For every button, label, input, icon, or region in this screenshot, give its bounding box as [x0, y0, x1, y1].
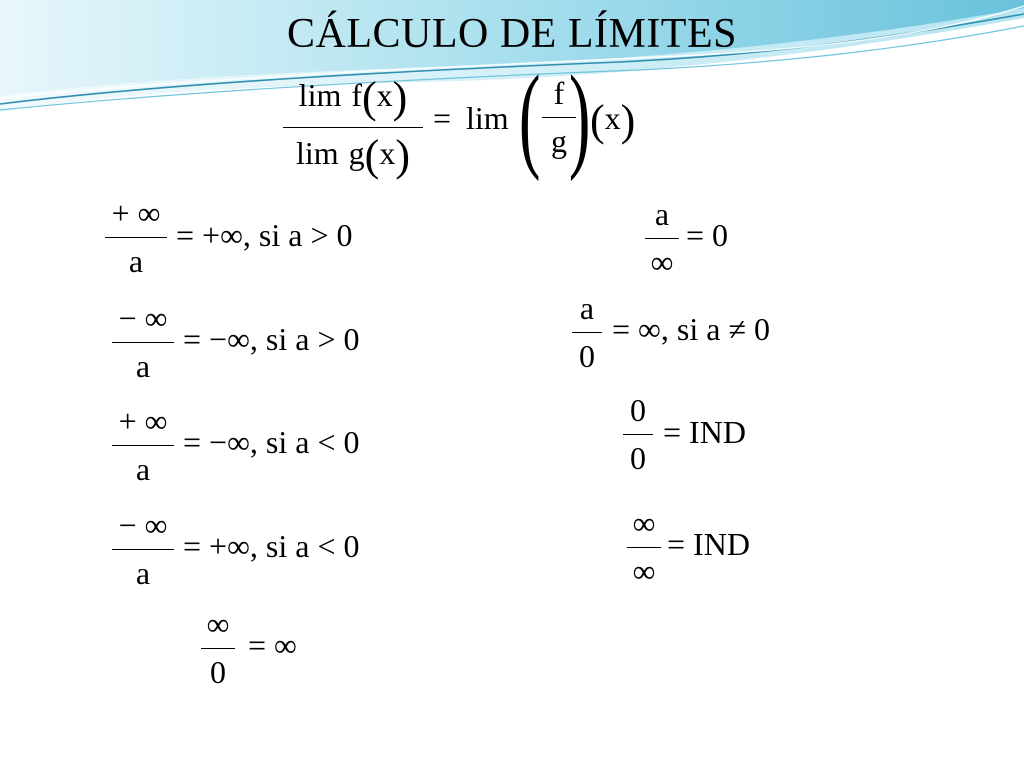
left-rule-4 — [112, 508, 174, 590]
header-lhs-fraction — [283, 73, 423, 180]
left-rule-1 — [105, 196, 167, 278]
rule-numerator: ∞ — [206, 606, 230, 642]
slide-title: CÁLCULO DE LÍMITES — [287, 11, 737, 57]
right-rule-3-rhs: = IND — [663, 414, 746, 450]
rhs-numerator: f — [553, 75, 565, 111]
rule-numerator: ∞ — [632, 505, 656, 541]
fraction-bar — [572, 332, 602, 333]
right-rule-2-rhs: = ∞, si a ≠ 0 — [612, 311, 770, 347]
header-equals: = — [433, 100, 452, 136]
rule-denominator: ∞ — [632, 553, 656, 589]
header-lhs-denominator: lim g(x) — [296, 131, 410, 180]
fraction-bar — [105, 237, 167, 238]
left-rule-3-rhs: = −∞, si a < 0 — [183, 424, 360, 460]
rule-denominator: a — [135, 348, 151, 384]
fraction-bar — [627, 547, 661, 548]
rule-denominator: 0 — [579, 338, 595, 374]
right-rule-4-rhs: = IND — [667, 526, 750, 562]
left-rule-5-rhs: = ∞ — [248, 627, 297, 663]
lim-operator: lim — [298, 77, 342, 113]
rhs-denominator: g — [551, 123, 567, 159]
left-rule-3 — [112, 404, 174, 486]
function-f: f — [351, 77, 362, 113]
fraction-bar — [623, 434, 653, 435]
left-rule-5 — [201, 607, 235, 689]
rule-numerator: a — [579, 290, 595, 326]
right-rule-3 — [623, 393, 653, 475]
rule-denominator: a — [135, 451, 151, 487]
rule-numerator: − ∞ — [118, 300, 168, 336]
rule-denominator: a — [128, 243, 144, 279]
variable-x: x — [376, 77, 393, 113]
fraction-bar — [283, 127, 423, 128]
left-big-paren: ( — [518, 51, 541, 182]
rule-denominator: a — [135, 555, 151, 591]
right-rule-2 — [572, 291, 602, 373]
fraction-bar — [201, 648, 235, 649]
left-rule-2 — [112, 301, 174, 383]
left-rule-4-rhs: = +∞, si a < 0 — [183, 528, 360, 564]
rule-numerator: − ∞ — [118, 507, 168, 543]
header-rhs-var: (x) — [590, 96, 636, 145]
rule-denominator: 0 — [630, 440, 646, 476]
left-rule-1-rhs: = +∞, si a > 0 — [176, 217, 353, 253]
fraction-bar — [112, 342, 174, 343]
header-lhs-numerator: lim f(x) — [298, 73, 408, 122]
fraction-bar — [112, 445, 174, 446]
rule-numerator: 0 — [630, 392, 646, 428]
function-g: g — [348, 135, 365, 171]
header-rhs-lim: lim — [466, 100, 509, 136]
rule-denominator: 0 — [210, 654, 226, 690]
variable-x: x — [379, 135, 396, 171]
right-rule-4 — [627, 506, 661, 588]
lim-operator: lim — [296, 135, 339, 171]
rule-numerator: a — [654, 196, 670, 232]
rule-numerator: + ∞ — [111, 195, 161, 231]
fraction-bar — [112, 549, 174, 550]
fraction-bar — [645, 238, 679, 239]
right-rule-1 — [645, 197, 679, 279]
rule-denominator: ∞ — [650, 244, 674, 280]
rule-numerator: + ∞ — [118, 403, 168, 439]
left-rule-2-rhs: = −∞, si a > 0 — [183, 321, 360, 357]
right-big-paren: ) — [568, 51, 591, 182]
right-rule-1-rhs: = 0 — [686, 217, 729, 253]
